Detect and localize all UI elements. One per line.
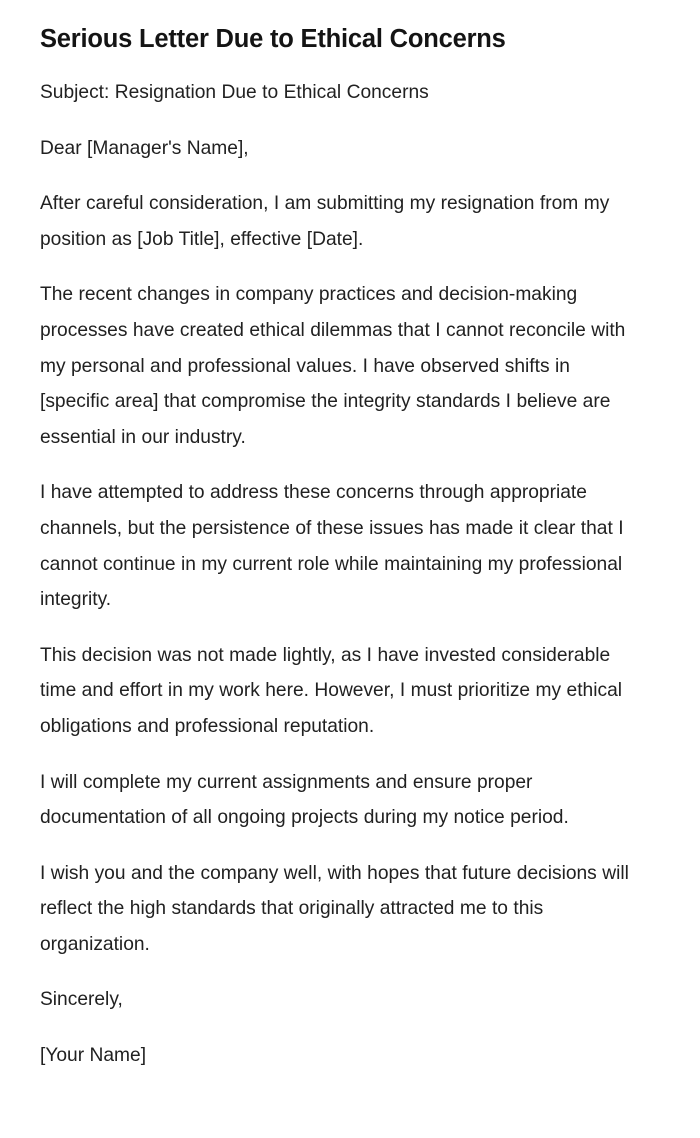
letter-signature-name: [Your Name] — [40, 1045, 147, 1067]
letter-paragraph-1: After careful consideration, I am submitting my resignation from my position as [Job Title], effective [Date]. — [40, 193, 610, 250]
letter-salutation: Dear [Manager's Name], — [40, 137, 249, 159]
letter-paragraph-3: I have attempted to address these concerns through appropriate channels, but the persistence of these issues has made it clear that I cannot continue in my current role while maintaining my professional integrity. — [40, 482, 624, 611]
letter-subject-line: Subject: Resignation Due to Ethical Concerns — [40, 82, 429, 103]
letter-paragraph-6: I wish you and the company well, with hopes that future decisions will reflect the high standards that originally attracted me to this organization. — [40, 862, 629, 955]
letter-paragraph-4: This decision was not made lightly, as I have invested considerable time and effort in my work here. However, I must prioritize my ethical obligations and professional reputation. — [40, 644, 623, 737]
letter-paragraph-2: The recent changes in company practices and decision-making processes have created ethical dilemmas that I cannot reconcile with my personal and professional values. I have observed shifts in [specific area] that compromise the integrity standards I believe are essential in our industry. — [40, 284, 626, 448]
page-title: Serious Letter Due to Ethical Concerns — [40, 25, 506, 53]
letter-closing: Sincerely, — [40, 989, 123, 1011]
letter-paragraph-5: I will complete my current assignments and ensure proper documentation of all ongoing projects during my notice period. — [40, 771, 569, 829]
